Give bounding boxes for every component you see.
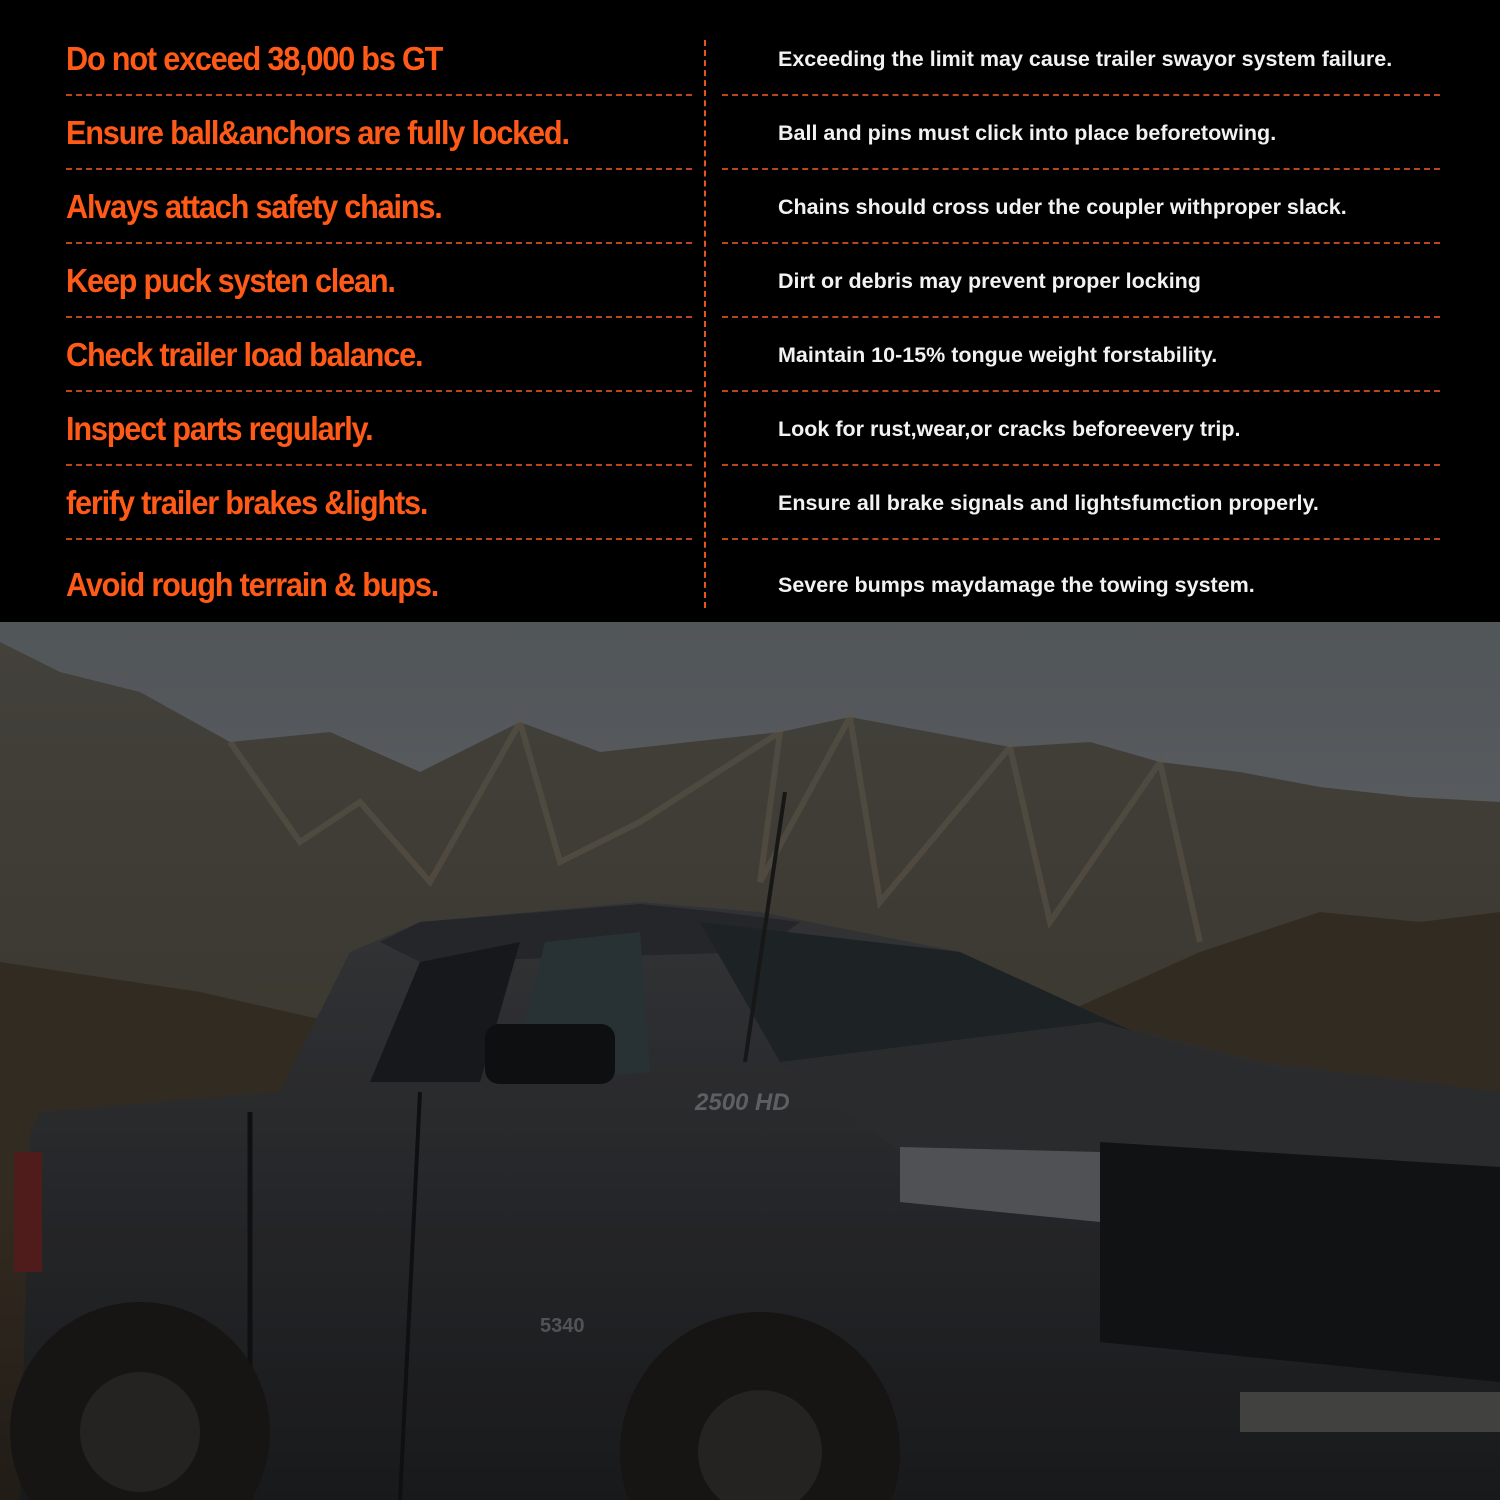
guideline-row	[0, 244, 1500, 318]
guideline-heading: Keep puck systen clean.	[66, 262, 395, 299]
truck-photo	[0, 622, 1500, 1500]
guideline-row	[0, 548, 1500, 622]
guideline-row	[0, 392, 1500, 466]
guideline-detail: Severe bumps maydamage the towing system.	[778, 572, 1255, 597]
guideline-heading: Check trailer load balance.	[66, 336, 423, 373]
row-separator	[722, 538, 1440, 540]
guideline-heading: Do not exceed 38,000 bs GT	[66, 40, 443, 77]
guideline-row	[0, 170, 1500, 244]
guideline-detail: Look for rust,wear,or cracks beforeevery trip.	[778, 416, 1241, 441]
guideline-row	[0, 318, 1500, 392]
guideline-row	[0, 96, 1500, 170]
guideline-heading: Avoid rough terrain & bups.	[66, 566, 439, 603]
guideline-row	[0, 22, 1500, 96]
guideline-heading: Inspect parts regularly.	[66, 410, 373, 447]
door-badge: 5340	[540, 1315, 585, 1337]
guideline-detail: Dirt or debris may prevent proper locking	[778, 268, 1201, 293]
guideline-heading: Ensure ball&anchors are fully locked.	[66, 114, 569, 151]
photo-tint	[0, 622, 1500, 1500]
guideline-detail: Ensure all brake signals and lightsfumction properly.	[778, 490, 1319, 515]
towing-guidelines-panel	[0, 0, 1500, 622]
fender-badge: 2500 HD	[695, 1089, 790, 1116]
guideline-detail: Exceeding the limit may cause trailer swayor system failure.	[778, 46, 1393, 71]
guideline-heading: Alvays attach safety chains.	[66, 188, 442, 225]
guideline-detail: Ball and pins must click into place beforetowing.	[778, 120, 1277, 145]
guideline-detail: Maintain 10-15% tongue weight forstability.	[778, 342, 1218, 367]
guideline-heading: ferify trailer brakes &lights.	[66, 484, 428, 521]
guideline-row	[0, 466, 1500, 540]
truck-mountain-illustration	[0, 622, 1500, 1500]
row-separator	[66, 538, 692, 540]
guideline-detail: Chains should cross uder the coupler withproper slack.	[778, 194, 1347, 219]
